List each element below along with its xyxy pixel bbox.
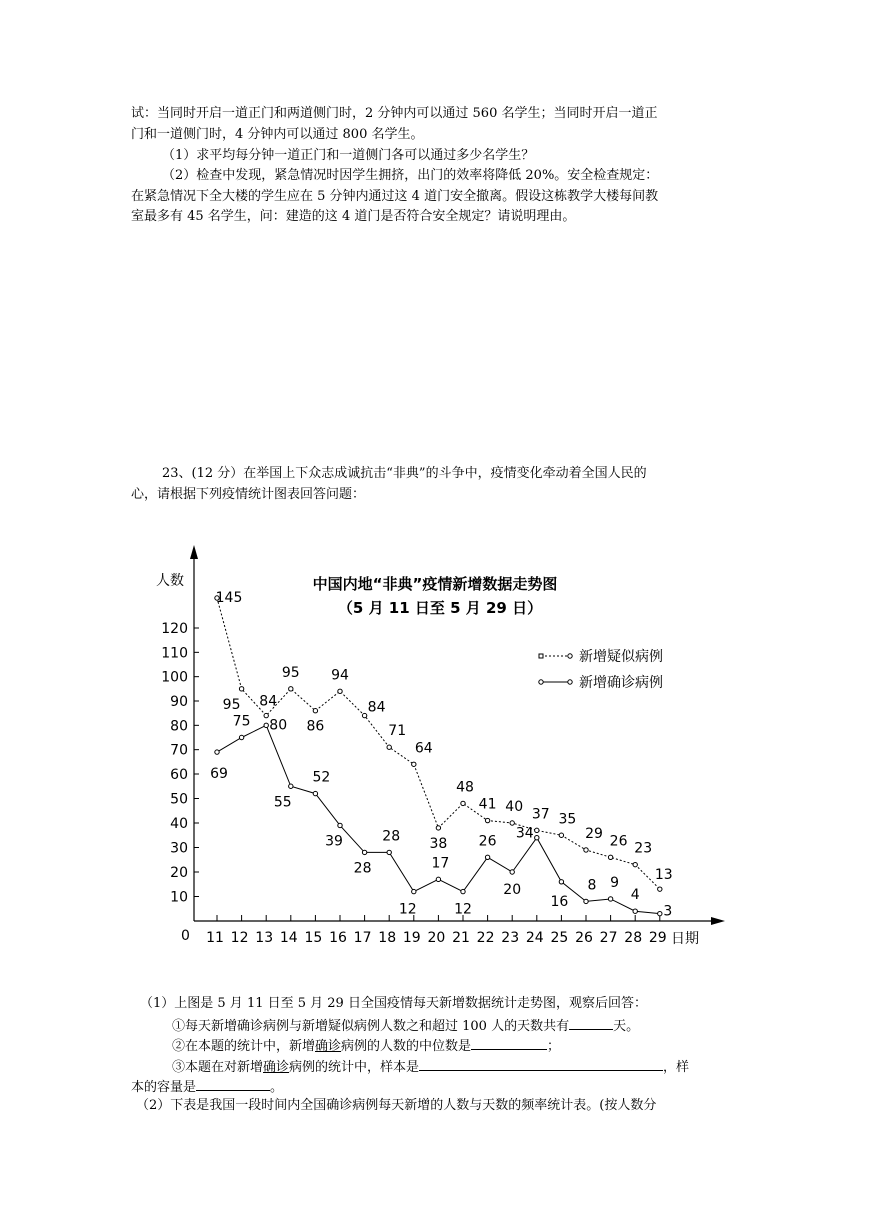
chart-subtitle: （5 月 11 日至 5 月 29 日） — [337, 599, 543, 617]
problem22-line1: 试：当同时开启一道正门和两道侧门时，2 分钟内可以通过 560 名学生；当同时开启一道正 — [131, 106, 658, 121]
answer-blank-4[interactable] — [196, 1076, 270, 1091]
suspected-data-label: 71 — [388, 723, 407, 740]
sub3-suffix: ，样 — [663, 1060, 690, 1075]
x-tick-label: 23 — [501, 930, 520, 946]
x-tick-label: 26 — [575, 930, 593, 946]
confirmed-point — [436, 877, 440, 881]
problem22-q1: （1）求平均每分钟一道正门和一道侧门各可以通过多少名学生？ — [162, 148, 535, 163]
sub1-suffix: 天。 — [613, 1019, 640, 1034]
confirmed-point — [362, 850, 366, 854]
x-tick-label: 19 — [402, 930, 421, 946]
confirmed-data-label: 28 — [353, 860, 372, 877]
x-axis-arrow — [711, 917, 725, 925]
suspected-data-label: 64 — [414, 740, 433, 757]
epidemic-trend-chart — [150, 535, 730, 955]
x-tick-label: 14 — [279, 930, 298, 946]
y-tick-label: 40 — [170, 816, 188, 832]
confirmed-data-label: 55 — [273, 794, 292, 811]
suspected-data-label: 86 — [306, 718, 325, 735]
confirmed-point — [510, 870, 514, 874]
sub1-text: ①每天新增确诊病例与新增疑似病例人数之和超过 100 人的天数共有 — [172, 1019, 570, 1034]
suspected-point — [412, 762, 416, 766]
suspected-data-label: 23 — [634, 840, 653, 857]
confirmed-data-label: 20 — [503, 882, 522, 898]
y-tick-label: 10 — [170, 889, 188, 906]
legend-marker — [539, 654, 543, 658]
part2-intro: （2）下表是我国一段时间内全国确诊病例每天新增的人数与天数的频率统计表。(按人数分 — [136, 1098, 657, 1113]
confirmed-data-label: 12 — [454, 901, 472, 918]
sub3-line2-text: 本的容量是 — [131, 1080, 197, 1095]
confirmed-data-label: 16 — [550, 893, 569, 910]
sub3-underlined: 确诊 — [263, 1060, 290, 1075]
suspected-point — [633, 862, 637, 866]
confirmed-point — [264, 723, 268, 727]
y-axis-label: 人数 — [156, 573, 184, 589]
x-tick-label: 12 — [230, 930, 249, 946]
x-tick-label: 16 — [329, 930, 347, 946]
suspected-data-label: 38 — [429, 835, 448, 852]
sub3-prefix: ③本题在对新增 — [172, 1060, 264, 1075]
confirmed-data-label: 75 — [232, 713, 251, 730]
x-tick-label: 28 — [624, 930, 643, 946]
confirmed-point — [461, 889, 465, 893]
problem23-intro-line1: 23、(12 分）在举国上下众志成诚抗击“非典”的斗争中，疫情变化牵动着全国人民的 — [162, 466, 647, 481]
y-axis-arrow — [190, 545, 198, 559]
suspected-data-label: 41 — [478, 796, 497, 813]
confirmed-point — [313, 791, 317, 795]
confirmed-point — [658, 911, 662, 915]
x-tick-label: 15 — [304, 930, 323, 946]
answer-blank-1[interactable] — [569, 1015, 613, 1030]
suspected-point — [535, 828, 539, 832]
suspected-point — [338, 689, 342, 693]
confirmed-data-label: 34 — [515, 825, 534, 842]
suspected-point — [461, 801, 465, 805]
suspected-point — [436, 826, 440, 830]
problem23-intro-line2: 心，请根据下列疫情统计图表回答问题： — [131, 487, 366, 502]
confirmed-data-label: 12 — [398, 901, 417, 918]
suspected-data-label: 84 — [367, 699, 386, 716]
y-tick-label: 60 — [170, 767, 188, 783]
sub3-rest: 病例的统计中，样本是 — [289, 1060, 420, 1075]
x-tick-label: 29 — [648, 930, 667, 946]
suspected-point — [510, 821, 514, 825]
answer-blank-3[interactable] — [419, 1056, 663, 1071]
confirmed-data-label: 28 — [382, 828, 401, 845]
confirmed-data-label: 9 — [610, 874, 620, 891]
sub3-line2-suffix: 。 — [270, 1080, 284, 1095]
suspected-data-label: 40 — [505, 799, 524, 815]
confirmed-data-label: 8 — [587, 877, 597, 894]
suspected-data-label: 13 — [654, 867, 673, 884]
suspected-data-label: 95 — [281, 664, 300, 681]
x-axis-label: 日期 — [671, 931, 699, 947]
suspected-data-label: 26 — [609, 833, 628, 850]
chart-title: 中国内地“非典”疫情新增数据走势图 — [312, 575, 558, 593]
suspected-point — [485, 818, 489, 822]
problem22-line2: 门和一道侧门时，4 分钟内可以通过 800 名学生。 — [131, 127, 424, 142]
x-tick-label: 22 — [476, 930, 495, 946]
sub-question-1 — [172, 1015, 639, 1036]
suspected-point — [387, 745, 391, 749]
origin-label: 0 — [181, 928, 190, 944]
confirmed-point — [608, 897, 612, 901]
confirmed-point — [387, 850, 391, 854]
legend-label: 新增疑似病例 — [579, 649, 663, 665]
suspected-point — [584, 848, 588, 852]
confirmed-data-label: 52 — [312, 769, 331, 786]
confirmed-point — [633, 909, 637, 913]
confirmed-data-label: 26 — [478, 833, 497, 850]
y-tick-label: 80 — [170, 718, 188, 735]
x-tick-label: 13 — [255, 930, 274, 946]
confirmed-point — [338, 823, 342, 827]
suspected-point — [658, 887, 662, 891]
legend-label: 新增确诊病例 — [579, 675, 663, 691]
suspected-data-label: 95 — [222, 696, 241, 713]
confirmed-point — [559, 880, 563, 884]
confirmed-data-label: 17 — [431, 855, 450, 872]
suspected-point — [559, 833, 563, 837]
confirmed-data-label: 39 — [325, 833, 343, 850]
legend-marker — [539, 680, 543, 684]
suspected-point — [264, 713, 268, 717]
confirmed-point — [485, 855, 489, 859]
confirmed-point — [535, 836, 539, 840]
x-tick-label: 18 — [378, 930, 397, 946]
y-tick-label: 30 — [170, 840, 188, 857]
part1-intro: （1）上图是 5 月 11 日至 5 月 29 日全国疫情每天新增数据统计走势图，观察后回答： — [140, 996, 647, 1011]
y-tick-label: 50 — [170, 791, 188, 808]
suspected-data-label: 145 — [215, 590, 243, 606]
confirmed-point — [412, 889, 416, 893]
confirmed-point — [289, 784, 293, 788]
y-tick-label: 100 — [161, 669, 188, 686]
suspected-point — [608, 855, 612, 859]
y-tick-label: 20 — [170, 865, 188, 881]
legend-marker — [568, 654, 572, 658]
suspected-data-label: 35 — [558, 811, 577, 828]
sub2-underlined: 确诊 — [315, 1039, 342, 1054]
legend-marker — [568, 680, 572, 684]
x-tick-label: 24 — [525, 930, 544, 946]
sub-question-2 — [172, 1035, 560, 1056]
sub-question-3 — [172, 1056, 689, 1077]
x-tick-label: 25 — [550, 930, 569, 946]
x-tick-label: 17 — [353, 930, 372, 946]
confirmed-data-label: 69 — [210, 766, 228, 783]
y-tick-label: 70 — [170, 742, 188, 759]
suspected-data-label: 84 — [259, 693, 278, 710]
suspected-data-label: 29 — [585, 825, 603, 842]
problem22-q2-line3: 室最多有 45 名学生，问：建造的这 4 道门是否符合安全规定？请说明理由。 — [131, 209, 576, 224]
x-tick-label: 21 — [452, 930, 470, 946]
suspected-point — [313, 709, 317, 713]
suspected-data-label: 94 — [331, 667, 349, 684]
confirmed-data-label: 3 — [663, 903, 673, 920]
suspected-point — [362, 713, 366, 717]
confirmed-point — [584, 899, 588, 903]
suspected-point — [289, 687, 293, 691]
sub2-suffix: ； — [547, 1039, 561, 1054]
y-tick-label: 90 — [170, 694, 188, 710]
answer-blank-2[interactable] — [471, 1035, 547, 1050]
problem22-q2-line1: （2）检查中发现，紧急情况时因学生拥挤，出门的效率将降低 20%。安全检查规定： — [162, 168, 659, 183]
sub2-prefix: ②在本题的统计中，新增 — [172, 1039, 316, 1054]
suspected-point — [239, 687, 243, 691]
y-tick-label: 120 — [161, 621, 188, 637]
confirmed-data-label: 4 — [630, 887, 640, 904]
suspected-data-label: 37 — [531, 806, 550, 823]
suspected-data-label: 48 — [456, 779, 474, 796]
confirmed-point — [215, 750, 219, 754]
sub-question-3-line2 — [131, 1076, 283, 1097]
x-tick-label: 27 — [599, 930, 618, 946]
confirmed-data-label: 80 — [269, 717, 288, 734]
x-tick-label: 20 — [427, 930, 446, 946]
x-tick-label: 11 — [206, 930, 224, 946]
problem22-q2-line2: 在紧急情况下全大楼的学生应在 5 分钟内通过这 4 道门安全撤离。假设这栋教学大楼每间教 — [131, 189, 659, 204]
sub2-rest: 病例的人数的中位数是 — [341, 1039, 472, 1054]
y-tick-label: 110 — [161, 645, 188, 662]
confirmed-point — [239, 735, 243, 739]
